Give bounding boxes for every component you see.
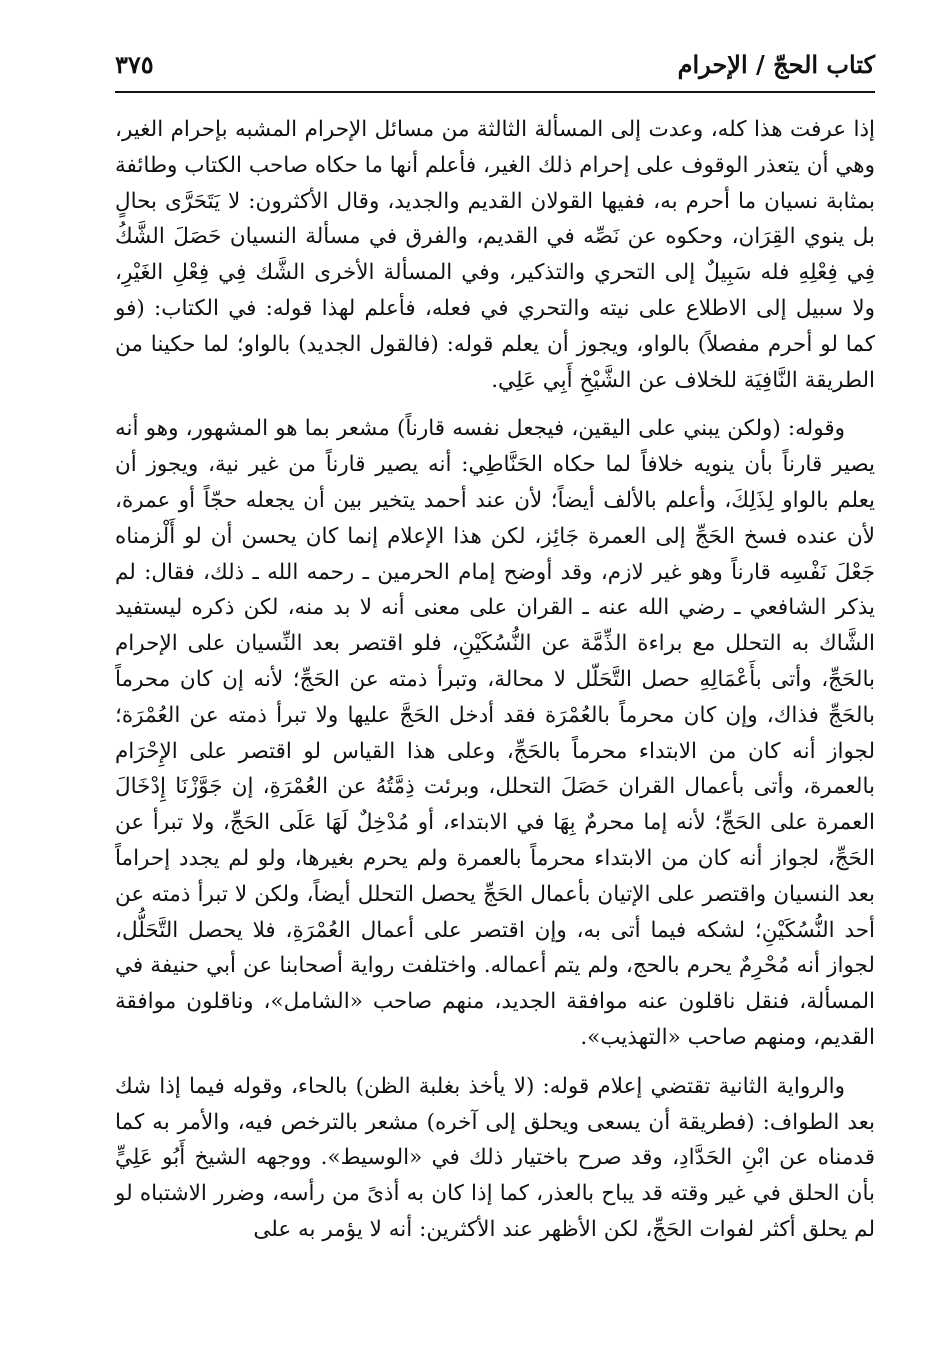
- page-header: [115, 44, 875, 86]
- paragraph-1: إذا عرفت هذا كله، وعدت إلى المسألة الثالثة من مسائل الإحرام المشبه بإحرام الغير، وهي أن يتعذر الوقوف على إحرام ذلك الغير، فأعلم أنها ما حكاه صاحب الكتاب وطائفة بمثابة نسيان ما أحرم به، ففيها القولان القديم والجديد، وقال الأكثرون: لا يَتَحَرَّى بحالٍ بل ينوي القِرَان، وحكوه عن نَصِّه في القديم، والفرق في مسألة النسيان حَصَلَ الشَّكُ فِي فِعْلِهِ فله سَبِيلٌ إلى التحري والتذكير، وفي المسألة الأخرى الشَّك فِي فِعْلِ الغَيْرِ، ولا سبيل إلى الاطلاع على نيته والتحري في فعله، فأعلم لهذا قوله: في الكتاب: (فو كما لو أحرم مفصلاً) بالواو، ويجوز أن يعلم قوله: (فالقول الجديد) بالواو؛ لما حكينا من الطريقة النَّافِيَة للخلاف عن الشَّيْخِ أَبِي عَلِي.: [115, 117, 875, 393]
- page-number: ٣٧٥: [115, 50, 154, 79]
- body-text: [115, 112, 875, 1248]
- header-divider: [115, 91, 875, 93]
- running-title: كتاب الحجّ / الإحرام: [677, 50, 875, 79]
- paragraph-3: والرواية الثانية تقتضي إعلام قوله: (لا يأخذ بغلبة الظن) بالحاء، وقوله فيما إذا شك بعد الطواف: (فطريقة أن يسعى ويحلق إلى آخره) مشعر بالترخص فيه، والأمر به كما قدمناه عن ابْنِ الحَدَّادِ، وقد صرح باختيار ذلك في «الوسيط». ووجهه الشيخ أَبُو عَلِيٍّ بأن الحلق في غير وقته قد يباح بالعذر، كما إذا كان به أذىً من رأسه، وضرر الاشتباه لو لم يحلق أكثر لفوات الحَجِّ، لكن الأظهر عند الأكثرين: أنه لا يؤمر به على: [115, 1073, 875, 1242]
- paragraph-2: وقوله: (ولكن يبني على اليقين، فيجعل نفسه قارناً) مشعر بما هو المشهور، وهو أنه يصير قارناً بأن ينويه خلافاً لما حكاه الحَنَّاطِي: أنه يصير قارناً من غير نية، ويجوز أن يعلم بالواو لِذَلِكَ، وأعلم بالألف أيضاً؛ لأن عند أحمد يتخير بين أن يجعله حجّاً أو عمرة، لأن عنده فسخ الحَجِّ إلى العمرة جَائِز، لكن هذا الإعلام إنما كان يحسن أن لو أَلْزمناه جَعْلَ نَفْسِه قارناً وهو غير لازم، وقد أوضح إمام الحرمين ـ رحمه الله ـ ذلك، فقال: لم يذكر الشافعي ـ رضي الله عنه ـ القران على معنى أنه لا بد منه، لكن ذكره ليستفيد الشَّاك به التحلل مع براءة الذِّمَّة عن النُّسُكَيْنِ، فلو اقتصر بعد النِّسيان على الإحرام بالحَجِّ، وأتى بأَعْمَالِهِ حصل التَّحَلّل لا محالة، وتبرأ ذمته عن الحَجِّ؛ لأنه إن كان محرماً بالحَجِّ فذاك، وإن كان محرماً بالعُمْرَة فقد أدخل الحَجَّ عليها ولا تبرأ ذمته عن العُمْرَة؛ لجواز أنه كان من الابتداء محرماً بالحَجِّ، وعلى هذا القياس لو اقتصر على الإِحْرَام بالعمرة، وأتى بأعمال القران حَصَلَ التحلل، وبرئت ذِمَّتُهُ عن العُمْرَةِ، إن جَوَّزْنَا إِدْخَالَ العمرة على الحَجِّ؛ لأنه إما محرمٌ بِهَا في الابتداء، أو مُدْخِلٌ لَهَا عَلَى الحَجِّ، ولا تبرأ عن الحَجِّ، لجواز أنه كان من الابتداء محرماً بالعمرة ولم يحرم بغيرها، ولو لم يجدد إحراماً بعد النسيان واقتصر على الإتيان بأعمال الحَجِّ يحصل التحلل أيضاً، ولكن لا تبرأ ذمته عن أحد النُّسُكَيْنِ؛ لشكه فيما أتى به، وإن اقتصر على أعمال العُمْرَةِ، فلا يحصل التَّحَلُّل، لجواز أنه مُحْرِمٌ يحرم بالحج، ولم يتم أعماله. واختلفت رواية أصحابنا عن أبي حنيفة في المسألة، فنقل ناقلون عنه موافقة الجديد، منهم صاحب «الشامل»، وناقلون موافقة القديم، ومنهم صاحب «التهذيب».: [115, 416, 875, 1050]
